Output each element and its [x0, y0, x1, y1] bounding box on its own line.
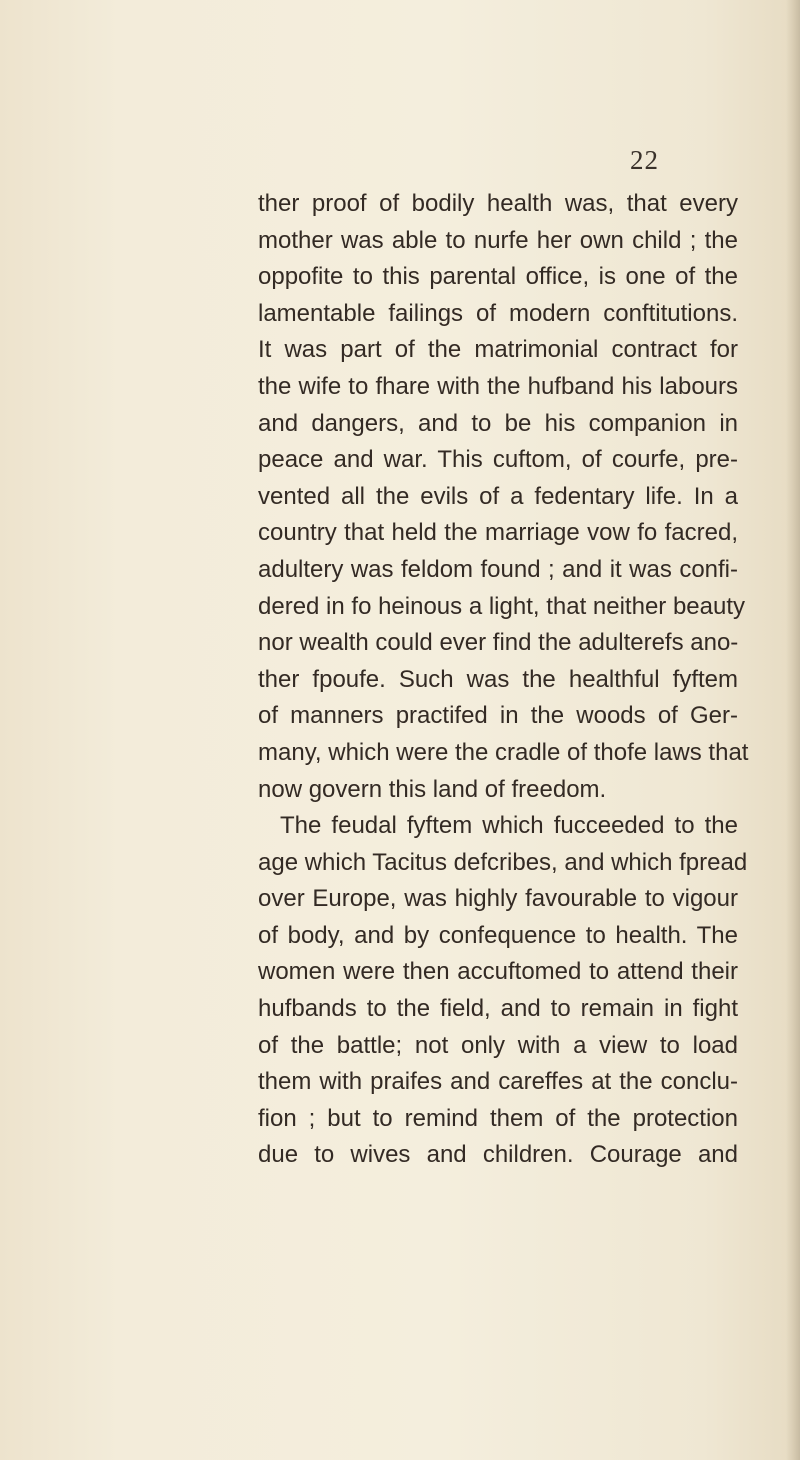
text-line: lamentable failings of modern conftitutions. [258, 299, 738, 327]
text-line: many, which were the cradle of thofe laws that [258, 738, 749, 766]
page-edge-shadow [786, 0, 800, 1460]
text-line: ther proof of bodily health was, that every [258, 190, 738, 217]
text-line: country that held the marriage vow fo facred, [258, 519, 738, 547]
text-line: them with praifes and careffes at the conclu- [258, 1068, 738, 1096]
text-line: due to wives and children. Courage and [258, 1141, 738, 1169]
text-line: now govern this land of freedom. [258, 775, 607, 803]
text-line: of the battle; not only with a view to load [258, 1031, 738, 1059]
text-line: women were then accuftomed to attend their [258, 958, 738, 986]
page-number: 22 [630, 145, 659, 175]
text-line: vented all the evils of a fedentary life. In a [258, 482, 738, 510]
text-line: of manners practifed in the woods of Ger- [258, 702, 738, 730]
text-line: fion ; but to remind them of the protection [258, 1104, 738, 1132]
text-line: ther fpoufe. Such was the healthful fyftem [258, 665, 738, 693]
text-line: the wife to fhare with the hufband his labours [258, 372, 738, 400]
text-line: age which Tacitus defcribes, and which fpread [258, 848, 748, 876]
text-line: It was part of the matrimonial contract for [258, 336, 738, 364]
text-line: dered in fo heinous a light, that neither beauty [258, 592, 746, 620]
text-line: and dangers, and to be his companion in [258, 409, 738, 437]
text-line: oppofite to this parental office, is one of the [258, 263, 738, 291]
text-line: of body, and by confequence to health. The [258, 921, 738, 949]
text-line: hufbands to the field, and to remain in fight [258, 995, 738, 1023]
text-line: adultery was feldom found ; and it was confi- [258, 555, 738, 583]
body-text [258, 186, 749, 1174]
text-line: mother was able to nurfe her own child ; the [258, 226, 738, 254]
text-line: nor wealth could ever find the adulterefs ano- [258, 629, 739, 657]
text-line: over Europe, was highly favourable to vigour [258, 885, 738, 913]
text-line: The feudal fyftem which fucceeded to the [280, 812, 738, 840]
text-line: peace and war. This cuftom, of courfe, pre- [258, 446, 738, 474]
